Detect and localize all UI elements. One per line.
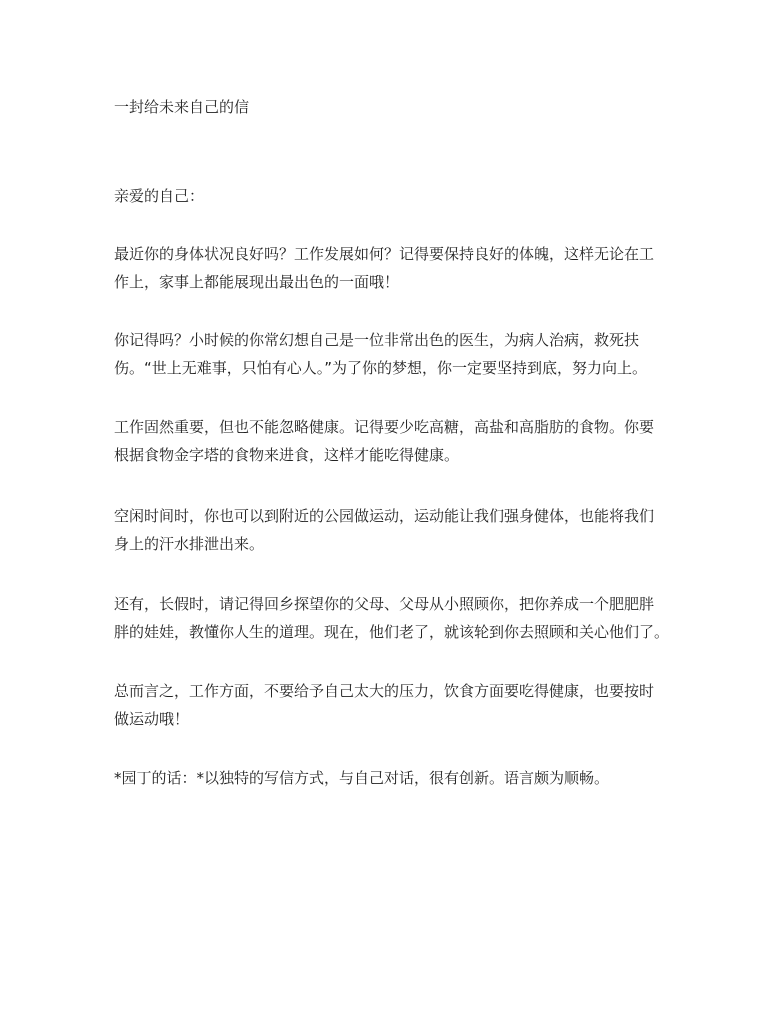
paragraph-1	[114, 240, 734, 296]
paragraph-5	[114, 590, 734, 646]
paragraph-6	[114, 677, 734, 733]
paragraph-3	[114, 413, 734, 469]
paragraph-line: 伤。“世上无难事，只怕有心人。”为了你的梦想，你一定要坚持到底，努力向上。	[114, 359, 648, 377]
paragraph-line: 还有，长假时，请记得回乡探望你的父母、父母从小照顾你，把你养成一个肥肥胖	[114, 595, 655, 613]
paragraph-line: 根据食物金字塔的食物来进食，这样才能吃得健康。	[114, 446, 460, 464]
paragraph-line: 你记得吗？小时候的你常幻想自己是一位非常出色的医生，为病人治病，救死扶	[114, 331, 640, 349]
paragraph-line: 胖的娃娃，教懂你人生的道理。现在，他们老了，就该轮到你去照顾和关心他们了。	[114, 623, 670, 641]
paragraph-4	[114, 502, 734, 558]
paragraph-line: 空闲时间时，你也可以到附近的公园做运动，运动能让我们强身健体，也能将我们	[114, 507, 655, 525]
paragraph-line: 做运动哦！	[114, 710, 190, 728]
paragraph-line: 工作固然重要，但也不能忽略健康。记得要少吃高糖，高盐和高脂肪的食物。你要	[114, 418, 655, 436]
paragraph-line: 总而言之，工作方面，不要给予自己太大的压力，饮食方面要吃得健康，也要按时	[114, 682, 655, 700]
paragraph-2	[114, 326, 734, 382]
teacher-comment: *园丁的话：*以独特的写信方式，与自己对话，很有创新。语言颇为顺畅。	[114, 769, 610, 787]
letter-greeting: 亲爱的自己：	[114, 187, 205, 205]
letter-title: 一封给未来自己的信	[114, 98, 250, 116]
paragraph-line: 最近你的身体状况良好吗？工作发展如何？记得要保持良好的体魄，这样无论在工	[114, 245, 655, 263]
paragraph-line: 身上的汗水排泄出来。	[114, 535, 265, 553]
paragraph-line: 作上，家事上都能展现出最出色的一面哦！	[114, 273, 400, 291]
